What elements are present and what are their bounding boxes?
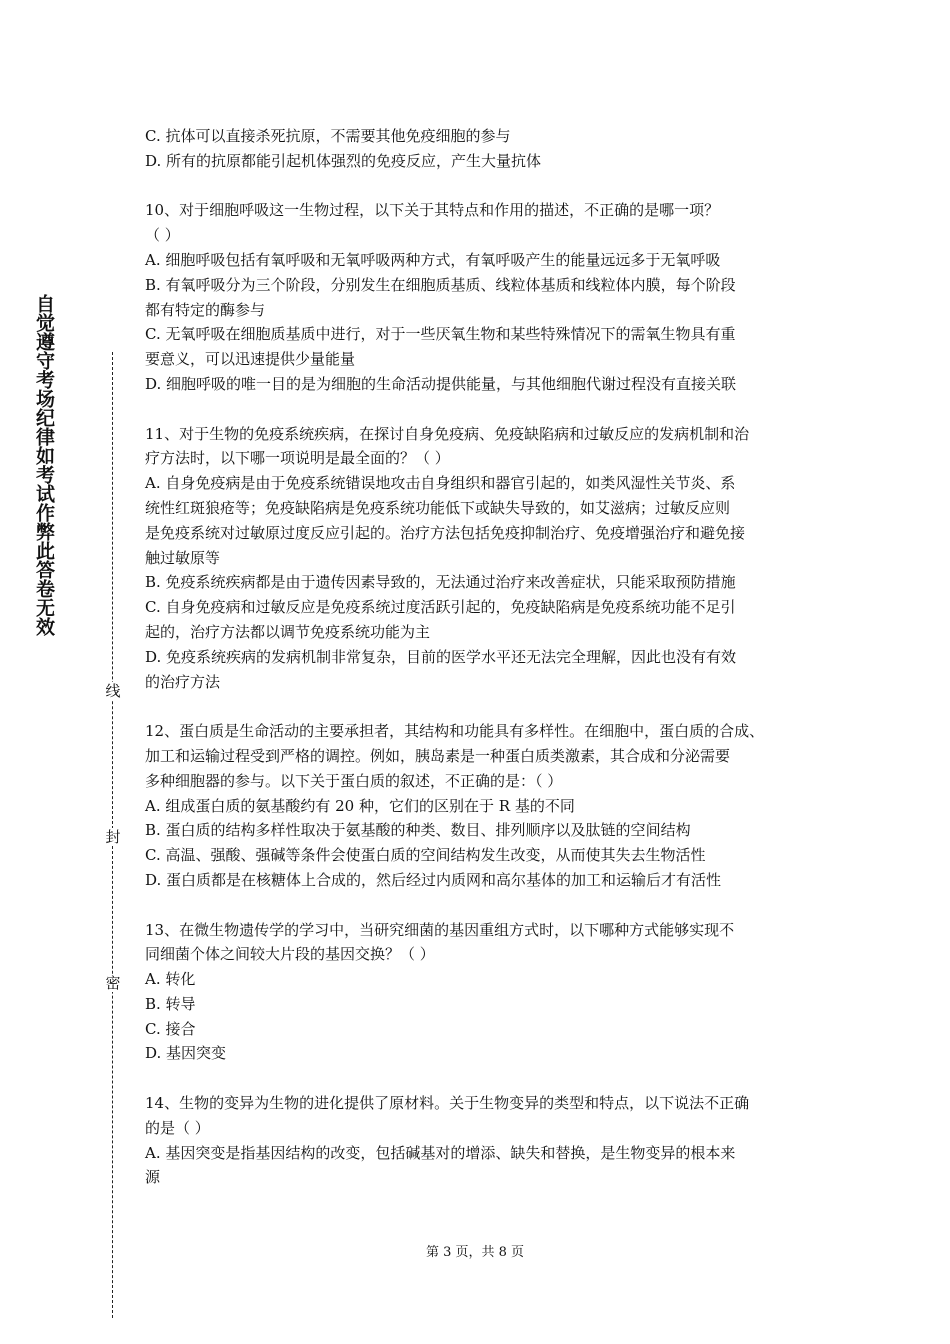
option-line: B. 有氧呼吸分为三个阶段，分别发生在细胞质基质、线粒体基质和线粒体内膜，每个阶段 [145, 275, 736, 294]
option-line: A. 自身免疫病是由于免疫系统错误地攻击自身组织和器官引起的，如类风湿性关节炎、系 [145, 474, 736, 493]
question-stem-line: 11、对于生物的免疫系统疾病，在探讨自身免疫病、免疫缺陷病和过敏反应的发病机制和治 [145, 424, 750, 443]
option-line: 源 [145, 1168, 161, 1187]
option-line: C. 高温、强酸、强碱等条件会使蛋白质的空间结构发生改变，从而使其失去生物活性 [145, 846, 706, 865]
option-line: A. 转化 [145, 970, 196, 989]
question-stem-line: 13、在微生物遗传学的学习中，当研究细菌的基因重组方式时，以下哪种方式能够实现不 [145, 920, 735, 939]
option-line: C. 接合 [145, 1019, 196, 1038]
question-14 [145, 1091, 825, 1190]
option-line: B. 免疫系统疾病都是由于遗传因素导致的，无法通过治疗来改善症状，只能采取预防措施 [145, 573, 736, 592]
option-line: 统性红斑狼疮等；免疫缺陷病是免疫系统功能低下或缺失导致的，如艾滋病；过敏反应则 [145, 498, 731, 517]
page-number: 第 3 页，共 8 页 [425, 1245, 525, 1260]
question-stem-line: （ ） [145, 226, 180, 245]
option-line: 的治疗方法 [145, 672, 221, 691]
option-line: B. 蛋白质的结构多样性取决于氨基酸的种类、数目、排列顺序以及肽链的空间结构 [145, 821, 691, 840]
option-line: C. 抗体可以直接杀死抗原，不需要其他免疫细胞的参与 [145, 127, 511, 145]
question-content [145, 124, 825, 1215]
question-11 [145, 422, 825, 695]
option-line: D. 所有的抗原都能引起机体强烈的免疫反应，产生大量抗体 [145, 151, 542, 170]
question-12 [145, 719, 825, 893]
seal-label-seal: 封 [105, 828, 121, 846]
question-stem-line: 12、蛋白质是生命活动的主要承担者，其结构和功能具有多样性。在细胞中，蛋白质的合成、 [145, 722, 765, 741]
question-stem-line: 疗方法时，以下哪一项说明是最全面的？（ ） [145, 449, 450, 468]
option-line: 起的，治疗方法都以调节免疫系统功能为主 [145, 622, 431, 641]
option-line: 触过敏原等 [145, 548, 221, 567]
seal-label-secret: 密 [105, 974, 121, 992]
question-stem-line: 同细菌个体之间较大片段的基因交换？（ ） [145, 945, 435, 964]
option-line: 要意义，可以迅速提供少量能量 [145, 350, 356, 369]
option-line: D. 基因突变 [145, 1044, 227, 1063]
question-10 [145, 198, 825, 396]
option-line: B. 转导 [145, 994, 196, 1013]
question-stem-line: 10、对于细胞呼吸这一生物过程，以下关于其特点和作用的描述，不正确的是哪一项？ [145, 201, 720, 220]
option-line: A. 基因突变是指基因结构的改变，包括碱基对的增添、缺失和替换，是生物变异的根本来 [145, 1143, 736, 1162]
exam-discipline-notice: 自觉遵守考场纪律如考试作弊此答卷无效 [33, 294, 55, 636]
question-stem-line: 加工和运输过程受到严格的调控。例如，胰岛素是一种蛋白质类激素，其合成和分泌需要 [145, 746, 731, 765]
seal-label-line: 线 [105, 682, 121, 700]
option-line: D. 蛋白质都是在核糖体上合成的，然后经过内质网和高尔基体的加工和运输后才有活性 [145, 870, 722, 889]
option-line: D. 免疫系统疾病的发病机制非常复杂，目前的医学水平还无法完全理解，因此也没有有效 [145, 647, 737, 666]
option-line: 是免疫系统对过敏原过度反应引起的。治疗方法包括免疫抑制治疗、免疫增强治疗和避免接 [145, 523, 746, 542]
question-stem-line: 的是（ ） [145, 1118, 210, 1137]
question-stem-line: 多种细胞器的参与。以下关于蛋白质的叙述，不正确的是：（ ） [145, 771, 563, 790]
option-line: D. 细胞呼吸的唯一目的是为细胞的生命活动提供能量，与其他细胞代谢过程没有直接关联 [145, 374, 737, 393]
option-line: 都有特定的酶参与 [145, 300, 266, 319]
question-9-tail [145, 124, 825, 174]
option-line: A. 细胞呼吸包括有氧呼吸和无氧呼吸两种方式，有氧呼吸产生的能量远远多于无氧呼吸 [145, 250, 721, 269]
question-stem-line: 14、生物的变异为生物的进化提供了原材料。关于生物变异的类型和特点，以下说法不正确 [145, 1094, 750, 1113]
option-line: C. 自身免疫病和过敏反应是免疫系统过度活跃引起的，免疫缺陷病是免疫系统功能不足引 [145, 598, 736, 617]
option-line: C. 无氧呼吸在细胞质基质中进行，对于一些厌氧生物和某些特殊情况下的需氧生物具有重 [145, 325, 736, 344]
option-line: A. 组成蛋白质的氨基酸约有 20 种，它们的区别在于 R 基的不同 [145, 796, 575, 815]
question-13 [145, 918, 825, 1067]
